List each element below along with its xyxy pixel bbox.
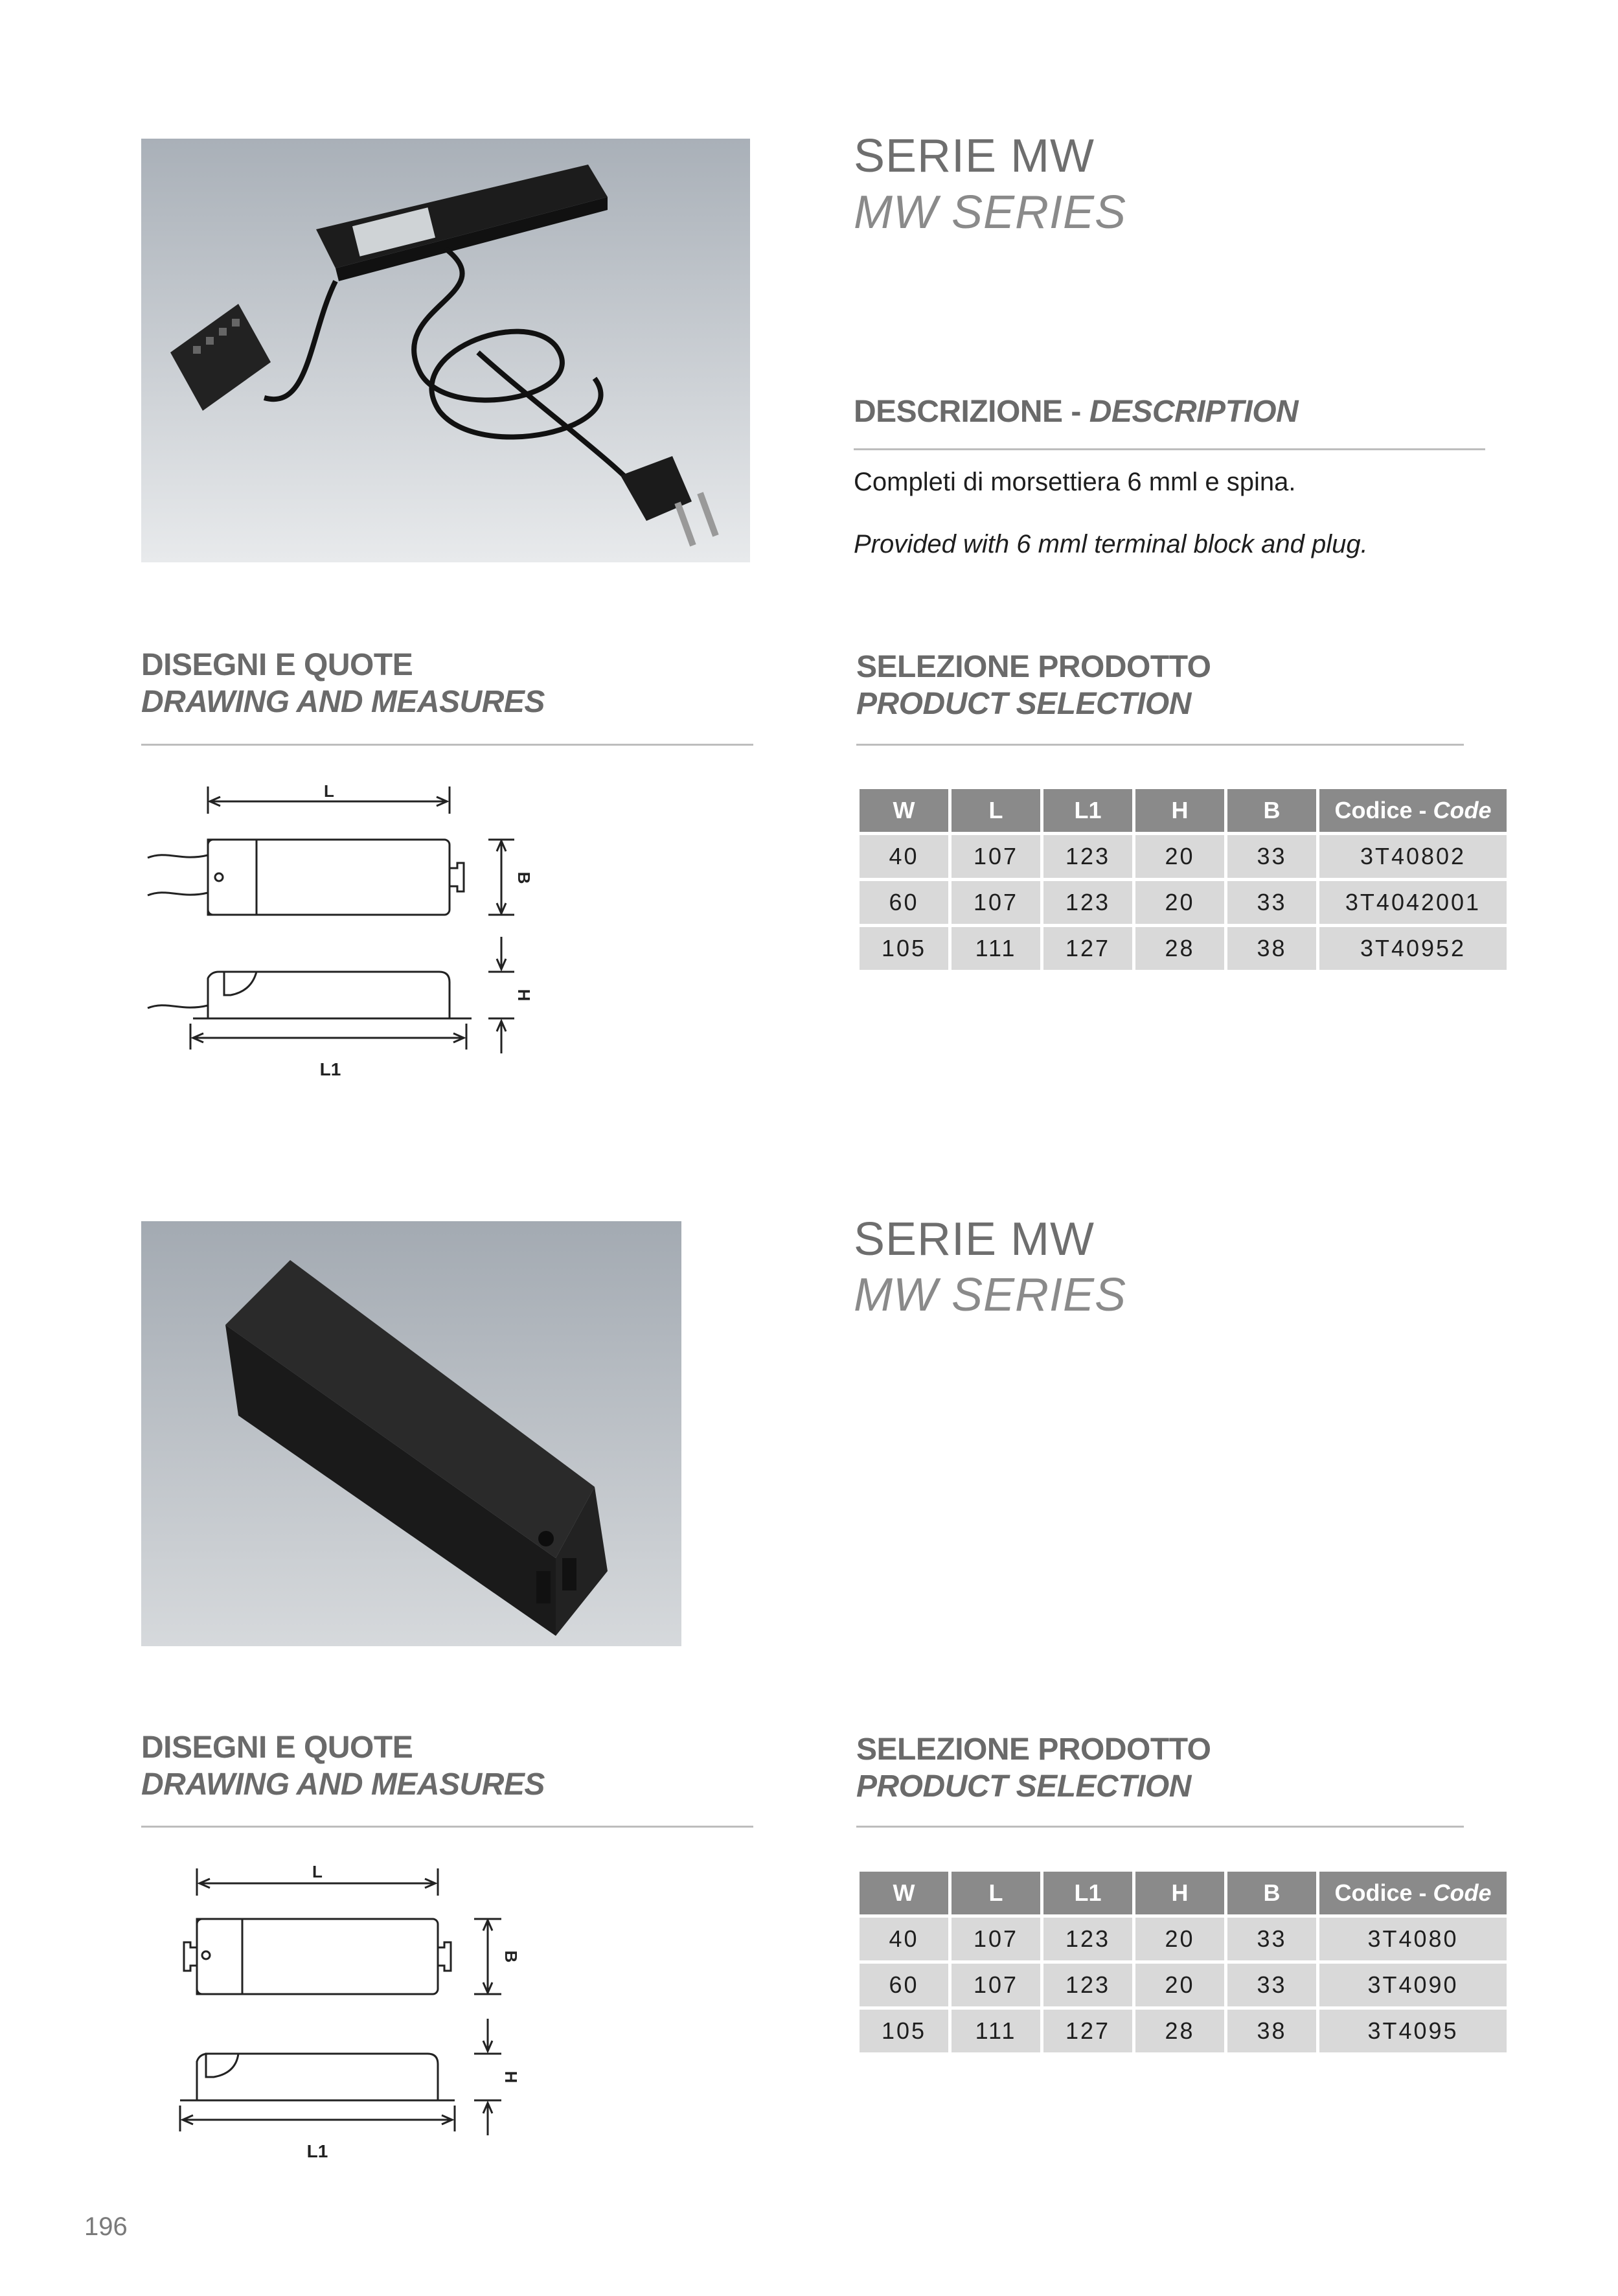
cell-b: 33: [1227, 1964, 1316, 2006]
drawing-heading-en: DRAWING AND MEASURES: [141, 1767, 545, 1802]
description-heading: [854, 396, 1298, 428]
code-header-separator: -: [1412, 1879, 1433, 1906]
table-row: [860, 1964, 1507, 2006]
table-row: [860, 927, 1507, 970]
cell-l1: 123: [1043, 835, 1132, 878]
cell-code: 3T4042001: [1319, 881, 1507, 924]
drawing-divider: [141, 1826, 753, 1828]
table-row: [860, 1918, 1507, 1960]
column-header-code: [1319, 789, 1507, 832]
selection-heading-en: PRODUCT SELECTION: [856, 687, 1191, 721]
cell-code: 3T4090: [1319, 1964, 1507, 2006]
description-heading-it: DESCRIZIONE -: [854, 395, 1089, 429]
cell-w: 60: [860, 1964, 948, 2006]
table-row: [860, 881, 1507, 924]
cell-l1: 127: [1043, 2010, 1132, 2052]
cell-code: 3T4095: [1319, 2010, 1507, 2052]
cell-l: 111: [951, 2010, 1040, 2052]
cell-l: 107: [951, 835, 1040, 878]
dimension-label-B: B: [501, 1950, 521, 1963]
cell-l1: 123: [1043, 1964, 1132, 2006]
dimension-label-L: L: [312, 1862, 323, 1881]
product-photo-transformer-with-plug: [141, 139, 750, 562]
cell-b: 38: [1227, 927, 1316, 970]
cell-l: 107: [951, 1918, 1040, 1960]
cell-h: 28: [1135, 927, 1224, 970]
product-photo-transformer: [141, 1221, 681, 1646]
drawing-heading-it: DISEGNI E QUOTE: [141, 1730, 413, 1765]
cell-h: 20: [1135, 1964, 1224, 2006]
code-header-it: Codice: [1334, 797, 1413, 823]
column-header-l1: L1: [1043, 789, 1132, 832]
cell-w: 40: [860, 1918, 948, 1960]
dimension-label-L1: L1: [306, 2141, 328, 2161]
cell-l1: 123: [1043, 1918, 1132, 1960]
selection-heading-it: SELEZIONE PRODOTTO: [856, 650, 1211, 684]
page-number: 196: [84, 2212, 128, 2241]
cell-code: 3T4080: [1319, 1918, 1507, 1960]
code-header-en: Code: [1433, 1879, 1492, 1906]
cell-w: 60: [860, 881, 948, 924]
cell-b: 33: [1227, 881, 1316, 924]
cell-l1: 127: [1043, 927, 1132, 970]
table-row: [860, 2010, 1507, 2052]
drawing-divider: [141, 744, 753, 746]
technical-drawing-2: [141, 1859, 556, 2170]
table-header-row: [860, 1872, 1507, 1914]
drawing-heading-en: DRAWING AND MEASURES: [141, 685, 545, 719]
code-header-it: Codice: [1334, 1879, 1413, 1906]
column-header-l: L: [951, 789, 1040, 832]
cell-b: 38: [1227, 2010, 1316, 2052]
drawing-heading-it: DISEGNI E QUOTE: [141, 648, 413, 682]
column-header-b: B: [1227, 789, 1316, 832]
cell-w: 40: [860, 835, 948, 878]
column-header-h: H: [1135, 789, 1224, 832]
column-header-w: W: [860, 789, 948, 832]
description-text-en: Provided with 6 mml terminal block and plug.: [854, 530, 1368, 558]
cell-h: 20: [1135, 1918, 1224, 1960]
cell-b: 33: [1227, 1918, 1316, 1960]
code-header-en: Code: [1433, 797, 1492, 823]
selection-divider: [856, 744, 1464, 746]
series-title-it: SERIE MW: [854, 130, 1095, 182]
selection-heading-en: PRODUCT SELECTION: [856, 1769, 1191, 1804]
cell-w: 105: [860, 2010, 948, 2052]
selection-divider: [856, 1826, 1464, 1828]
cell-h: 20: [1135, 881, 1224, 924]
cell-code: 3T40952: [1319, 927, 1507, 970]
description-heading-en: DESCRIPTION: [1089, 395, 1299, 429]
cell-h: 28: [1135, 2010, 1224, 2052]
table-row: [860, 835, 1507, 878]
series-title-en: MW SERIES: [854, 1269, 1127, 1321]
cell-l: 107: [951, 1964, 1040, 2006]
column-header-b: B: [1227, 1872, 1316, 1914]
description-text-it: Completi di morsettiera 6 mml e spina.: [854, 468, 1296, 496]
cell-l: 107: [951, 881, 1040, 924]
cell-l1: 123: [1043, 881, 1132, 924]
technical-drawing-1: [141, 777, 556, 1088]
column-header-l: L: [951, 1872, 1040, 1914]
column-header-h: H: [1135, 1872, 1224, 1914]
dimension-label-H: H: [501, 2071, 521, 2084]
code-header-separator: -: [1412, 797, 1433, 823]
column-header-l1: L1: [1043, 1872, 1132, 1914]
cell-h: 20: [1135, 835, 1224, 878]
table-header-row: [860, 789, 1507, 832]
cell-l: 111: [951, 927, 1040, 970]
dimension-label-H: H: [514, 989, 534, 1002]
dimension-label-L1: L1: [319, 1059, 341, 1079]
cell-b: 33: [1227, 835, 1316, 878]
dimension-label-L: L: [324, 781, 334, 801]
dimension-label-B: B: [514, 871, 534, 884]
product-selection-table-2: [856, 1868, 1510, 2056]
selection-heading-it: SELEZIONE PRODOTTO: [856, 1732, 1211, 1767]
series-title-it: SERIE MW: [854, 1213, 1095, 1265]
cell-code: 3T40802: [1319, 835, 1507, 878]
product-selection-table-1: [856, 786, 1510, 973]
column-header-w: W: [860, 1872, 948, 1914]
series-title-en: MW SERIES: [854, 187, 1127, 238]
description-divider: [854, 448, 1485, 450]
column-header-code: [1319, 1872, 1507, 1914]
cell-w: 105: [860, 927, 948, 970]
